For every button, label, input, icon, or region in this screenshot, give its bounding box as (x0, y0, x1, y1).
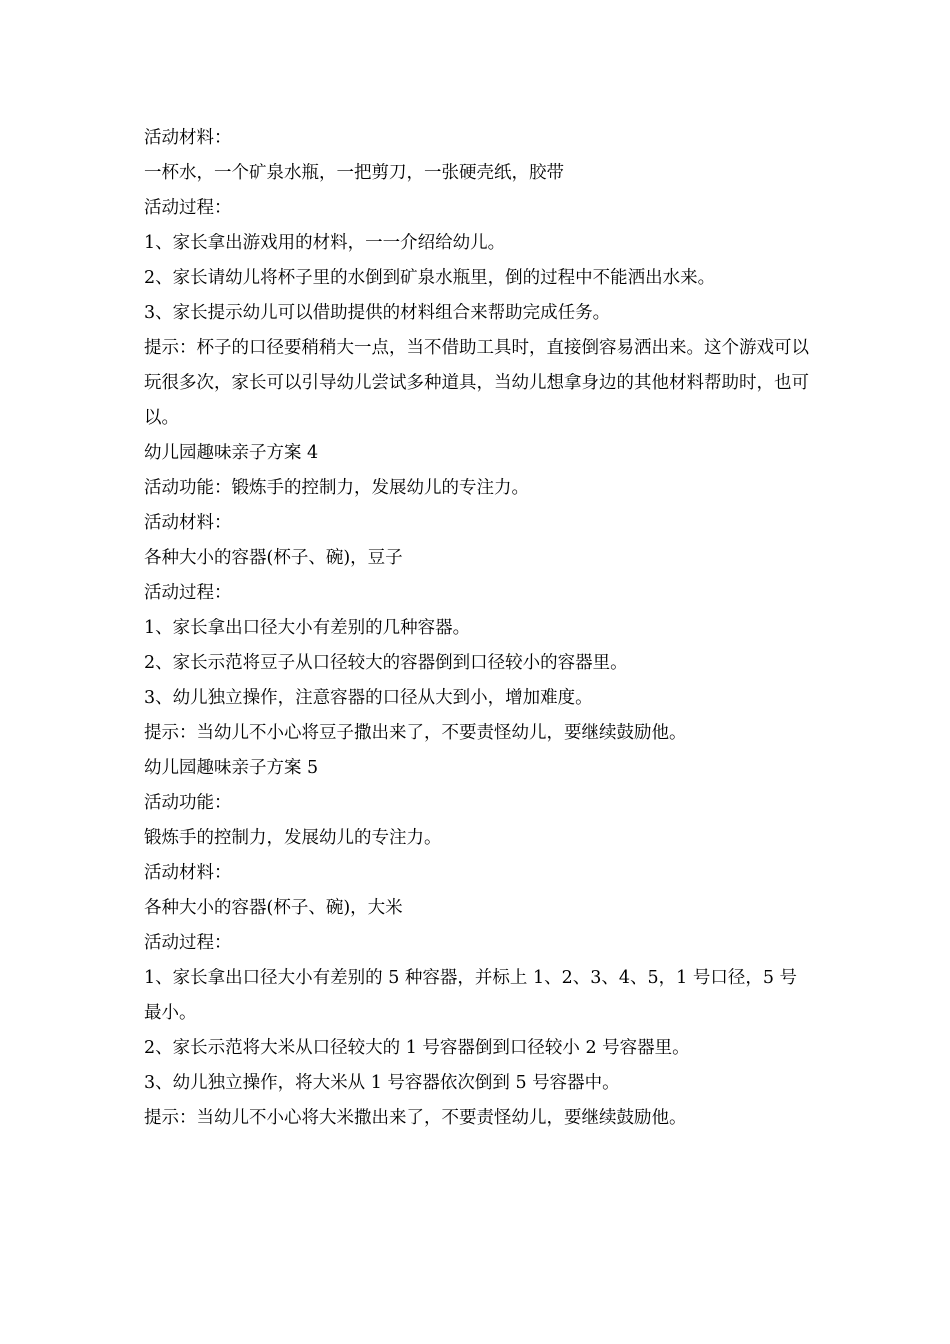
section-label-function: 活动功能： (144, 793, 232, 813)
process-step: 3、家长提示幼儿可以借助提供的材料组合来帮助完成任务。 (144, 303, 611, 323)
document-body (144, 121, 810, 1136)
plan-heading: 幼儿园趣味亲子方案 5 (144, 758, 319, 778)
tip-paragraph: 提示：当幼儿不小心将大米撒出来了，不要责怪幼儿，要继续鼓励他。 (144, 1108, 687, 1128)
section-label-materials: 活动材料： (144, 128, 232, 148)
section-label-materials: 活动材料： (144, 513, 232, 533)
plan-heading: 幼儿园趣味亲子方案 4 (144, 443, 319, 463)
materials-text: 各种大小的容器(杯子、碗)，大米 (144, 898, 403, 918)
process-step: 2、家长示范将大米从口径较大的 1 号容器倒到口径较小 2 号容器里。 (144, 1038, 690, 1058)
tip-paragraph: 提示：杯子的口径要稍稍大一点，当不借助工具时，直接倒容易洒出来。这个游戏可以玩很多次，家长可以引导幼儿尝试多种道具，当幼儿想拿身边的其他材料帮助时，也可以。 (144, 338, 809, 428)
activity-function: 活动功能：锻炼手的控制力，发展幼儿的专注力。 (144, 478, 529, 498)
process-step: 1、家长拿出游戏用的材料，一一介绍给幼儿。 (144, 233, 506, 253)
section-label-materials: 活动材料： (144, 863, 232, 883)
section-label-process: 活动过程： (144, 198, 232, 218)
materials-text: 各种大小的容器(杯子、碗)，豆子 (144, 548, 403, 568)
process-step: 3、幼儿独立操作，将大米从 1 号容器依次倒到 5 号容器中。 (144, 1073, 620, 1093)
process-step: 1、家长拿出口径大小有差别的 5 种容器，并标上 1、2、3、4、5，1 号口径，5 号最小。 (144, 968, 798, 1023)
section-label-process: 活动过程： (144, 933, 232, 953)
process-step: 3、幼儿独立操作，注意容器的口径从大到小，增加难度。 (144, 688, 593, 708)
section-label-process: 活动过程： (144, 583, 232, 603)
process-step: 1、家长拿出口径大小有差别的几种容器。 (144, 618, 471, 638)
process-step: 2、家长请幼儿将杯子里的水倒到矿泉水瓶里，倒的过程中不能洒出水来。 (144, 268, 716, 288)
activity-function: 锻炼手的控制力，发展幼儿的专注力。 (144, 828, 442, 848)
materials-text: 一杯水，一个矿泉水瓶，一把剪刀，一张硬壳纸，胶带 (144, 163, 564, 183)
tip-paragraph: 提示：当幼儿不小心将豆子撒出来了，不要责怪幼儿，要继续鼓励他。 (144, 723, 687, 743)
process-step: 2、家长示范将豆子从口径较大的容器倒到口径较小的容器里。 (144, 653, 628, 673)
